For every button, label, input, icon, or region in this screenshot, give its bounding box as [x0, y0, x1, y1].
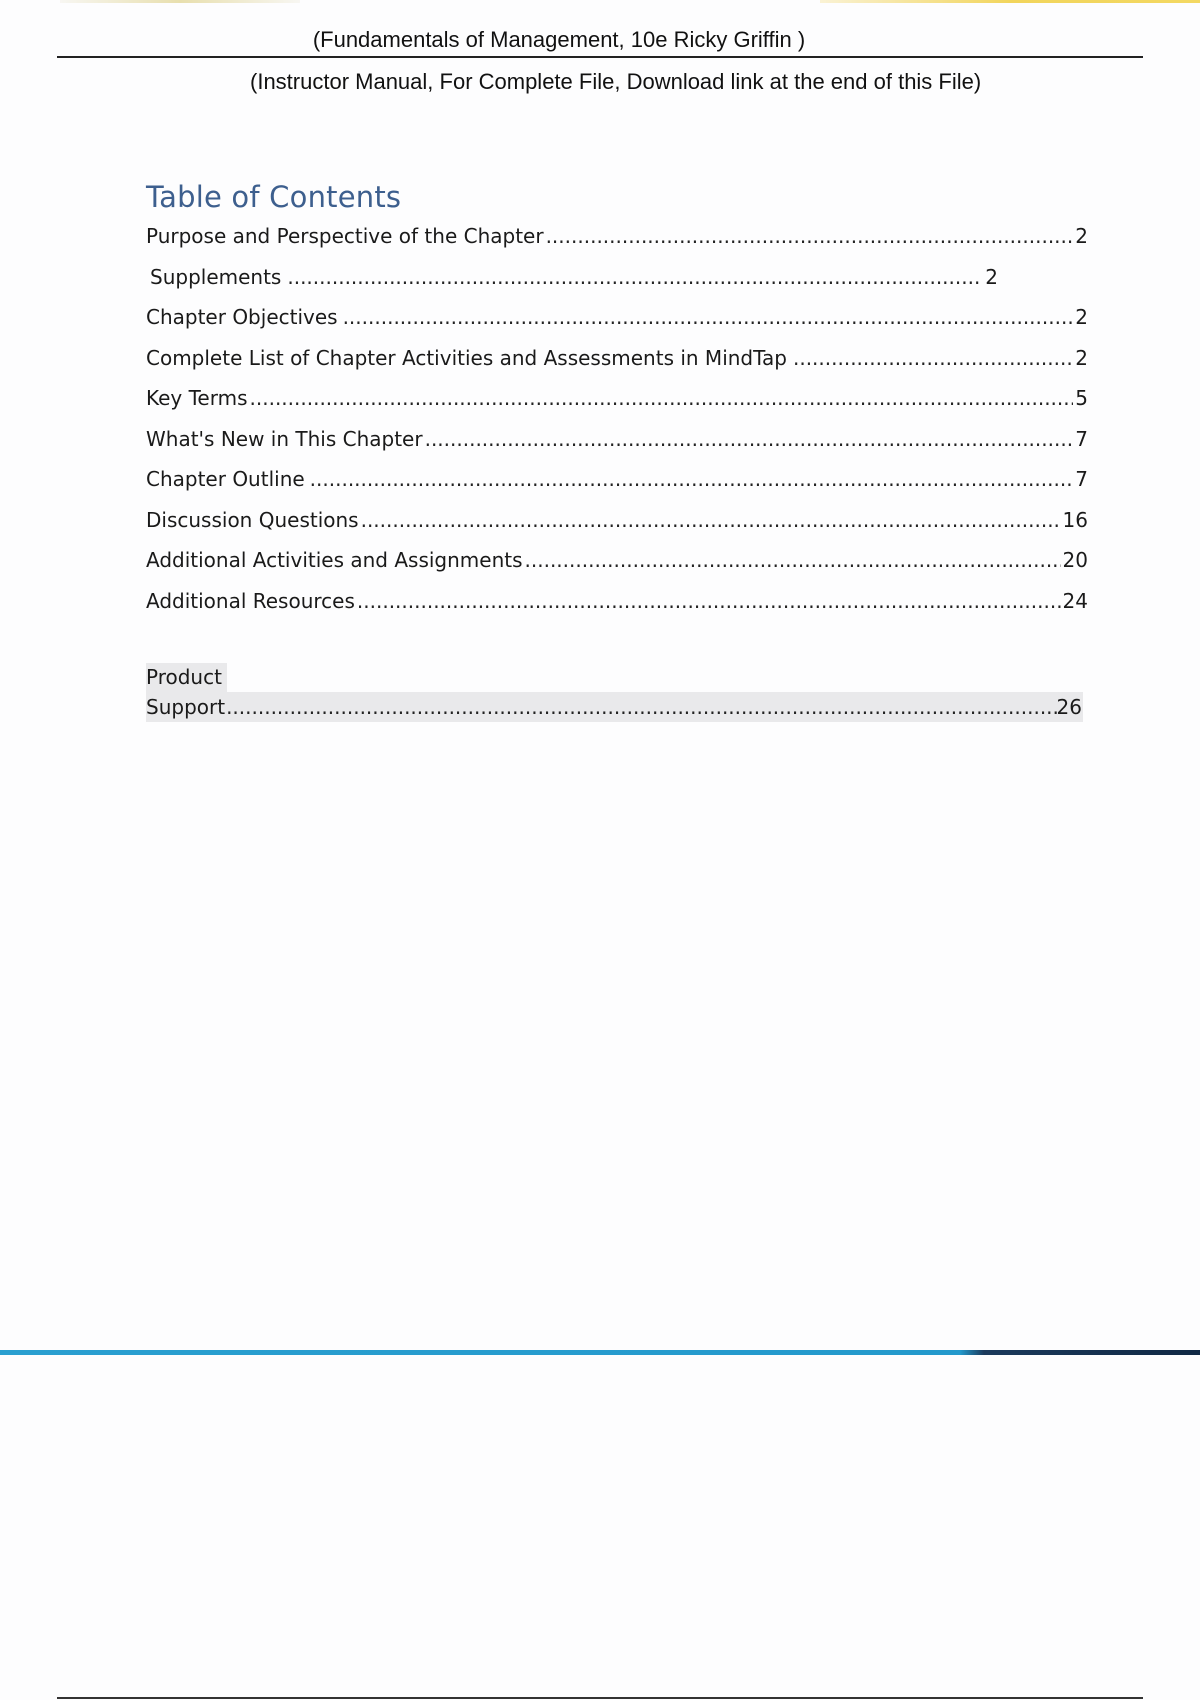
- toc-dot-leader: [361, 507, 1061, 533]
- page-footer-band: [0, 1350, 1200, 1355]
- toc-entry-label: Support: [146, 695, 226, 719]
- toc-entry-page: 7: [1075, 427, 1088, 451]
- toc-entry-page: 5: [1075, 386, 1088, 410]
- toc-entry-label: Supplements: [150, 265, 282, 289]
- toc-entry-supplements[interactable]: [150, 264, 998, 290]
- toc-entry-outline[interactable]: [146, 466, 1088, 492]
- toc-entry-label: Additional Activities and Assignments: [146, 548, 523, 572]
- toc-entry-page: 7: [1075, 467, 1088, 491]
- toc-dot-leader: [525, 547, 1061, 573]
- toc-dot-leader: [425, 426, 1074, 452]
- toc-entry-page: 2: [1075, 346, 1088, 370]
- toc-entry-label: Complete List of Chapter Activities and Assessments in MindTap: [146, 346, 787, 370]
- toc-entry-label: Key Terms: [146, 386, 248, 410]
- header-divider: [57, 56, 1143, 58]
- toc-entry-whats-new[interactable]: [146, 426, 1088, 452]
- toc-entry-purpose[interactable]: [146, 223, 1088, 249]
- toc-entry-page: 2: [1075, 224, 1088, 248]
- toc-entry-product-support[interactable]: [146, 694, 1082, 720]
- toc-entry-discussion[interactable]: [146, 507, 1088, 533]
- toc-entry-product-label[interactable]: Product: [146, 665, 222, 689]
- document-header-title: (Fundamentals of Management, 10e Ricky Griffin ): [312, 27, 806, 52]
- toc-entry-objectives[interactable]: [146, 304, 1088, 330]
- toc-entry-additional-resources[interactable]: [146, 588, 1088, 614]
- toc-dot-leader: [357, 588, 1061, 614]
- toc-entry-label: What's New in This Chapter: [146, 427, 423, 451]
- document-header-subtitle: (Instructor Manual, For Complete File, Download link at the end of this File): [250, 69, 982, 94]
- toc-dot-leader: [343, 304, 1074, 330]
- toc-entry-page: 2: [985, 265, 998, 289]
- toc-dot-leader: [250, 385, 1074, 411]
- page-bottom-divider: [57, 1697, 1143, 1699]
- toc-entry-page: 24: [1062, 589, 1088, 613]
- toc-entry-label: Chapter Objectives: [146, 305, 338, 329]
- toc-heading: Table of Contents: [146, 180, 402, 214]
- toc-dot-leader: [287, 264, 979, 290]
- toc-entry-activities[interactable]: [146, 345, 1088, 371]
- toc-entry-page: 2: [1075, 305, 1088, 329]
- toc-entry-label: Chapter Outline: [146, 467, 305, 491]
- toc-entry-additional-activities[interactable]: [146, 547, 1088, 573]
- toc-dot-leader: [310, 466, 1074, 492]
- toc-entry-page: 26: [1056, 695, 1082, 719]
- toc-entry-label: Discussion Questions: [146, 508, 359, 532]
- toc-dot-leader: [793, 345, 1073, 371]
- toc-entry-page: 20: [1062, 548, 1088, 572]
- top-accent-left: [60, 0, 300, 3]
- toc-entry-page: 16: [1062, 508, 1088, 532]
- toc-entry-label: Purpose and Perspective of the Chapter: [146, 224, 544, 248]
- toc-dot-leader: [226, 694, 1056, 720]
- toc-entry-key-terms[interactable]: [146, 385, 1088, 411]
- toc-entry-label: Additional Resources: [146, 589, 355, 613]
- toc-dot-leader: [546, 223, 1074, 249]
- top-accent-right: [820, 0, 1200, 3]
